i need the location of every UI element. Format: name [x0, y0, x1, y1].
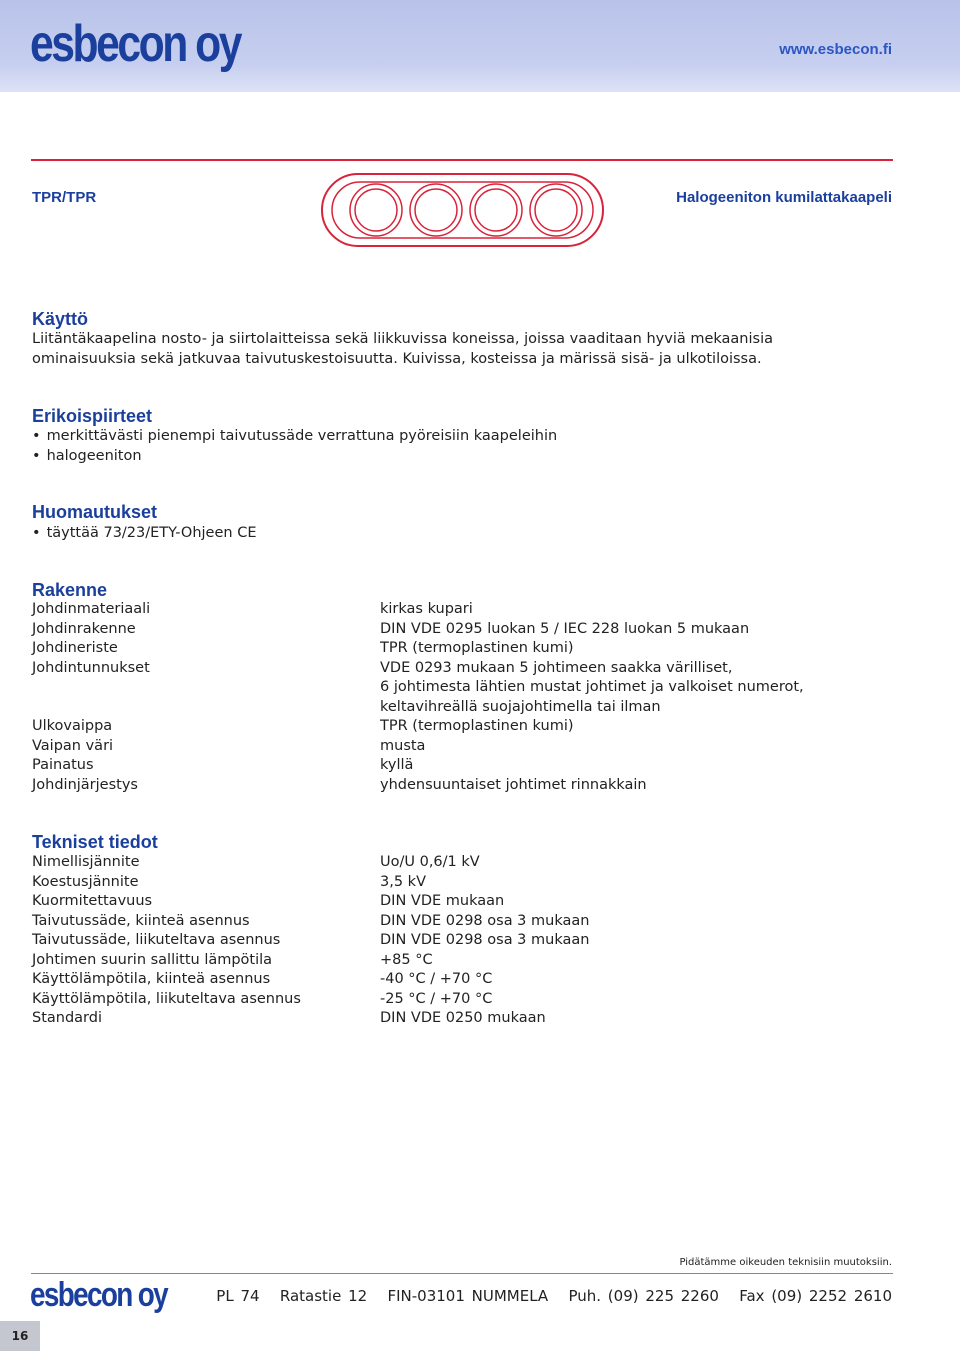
- row-value: DIN VDE 0250 mukaan: [380, 1010, 546, 1026]
- row-label: Käyttölämpötila, liikuteltava asennus: [32, 990, 301, 1007]
- table-row: [32, 1009, 589, 1029]
- page-number: 16: [0, 1321, 40, 1351]
- row-value: kirkas kupari: [380, 601, 473, 617]
- table-row: [32, 639, 804, 659]
- table-row: [32, 990, 589, 1010]
- row-label: Standardi: [32, 1010, 102, 1026]
- row-label: Johdintunnukset: [32, 659, 150, 676]
- rakenne-table: [32, 600, 804, 795]
- row-label: [32, 678, 380, 698]
- row-label: Painatus: [32, 757, 94, 773]
- section-title-kaytto: Käyttö: [32, 309, 89, 329]
- row-label: Johdinmateriaali: [32, 601, 151, 617]
- row-value: VDE 0293 mukaan 5 johtimeen saakka värilliset,: [380, 659, 733, 676]
- row-label: Kuormitettavuus: [32, 893, 153, 909]
- table-row: [32, 873, 589, 893]
- row-value: yhdensuuntaiset johtimet rinnakkain: [380, 776, 647, 793]
- erikoispiirteet-list: [32, 427, 557, 466]
- table-row: [32, 912, 589, 932]
- divider: [31, 159, 893, 161]
- disclaimer-note: Pidätämme oikeuden teknisiin muutoksiin.: [679, 1257, 892, 1268]
- row-label: Johtimen suurin sallittu lämpötila: [32, 951, 273, 968]
- section-title-erikoispiirteet: Erikoispiirteet: [32, 406, 153, 426]
- divider: [31, 1273, 893, 1274]
- table-row: [32, 659, 804, 679]
- table-row: [32, 600, 804, 620]
- row-value: musta: [380, 737, 426, 754]
- row-value: 3,5 kV: [380, 873, 426, 890]
- row-value: -25 °C / +70 °C: [380, 990, 493, 1007]
- row-label: Ulkovaippa: [32, 718, 113, 734]
- section-title-huomautukset: Huomautukset: [32, 502, 158, 522]
- row-label: Taivutussäde, liikuteltava asennus: [32, 932, 281, 948]
- cable-cross-section-illustration: [320, 170, 605, 250]
- table-row: [32, 951, 589, 971]
- row-value: TPR (termoplastinen kumi): [380, 718, 574, 734]
- row-label: Koestusjännite: [32, 873, 139, 890]
- huomautukset-list: [32, 524, 257, 544]
- row-value: keltavihreällä suojajohtimella tai ilman: [380, 698, 661, 715]
- table-row: [32, 620, 804, 640]
- tekniset-table: [32, 853, 589, 1029]
- product-code: TPR/TPR: [32, 189, 97, 206]
- row-value: -40 °C / +70 °C: [380, 971, 493, 987]
- table-row: [32, 698, 804, 718]
- section-title-rakenne: Rakenne: [32, 580, 108, 600]
- footer-address: PL 74 Ratastie 12 FIN-03101 NUMMELA Puh. (09) 225 2260 Fax (09) 2252 2610: [216, 1287, 892, 1305]
- row-label: [32, 698, 380, 718]
- list-item: • halogeeniton: [32, 447, 557, 467]
- kaytto-text: Liitäntäkaapelina nosto- ja siirtolaitteissa sekä liikkuvissa koneissa, joissa vaaditaan hyviä mekaanisia ominaisuuksia sekä jatkuvaa taivutuskestoisuutta. Kuivissa, kosteissa ja märissä sisä- ja ulkotiloissa.: [32, 331, 773, 367]
- row-label: Johdineriste: [32, 640, 118, 656]
- row-value: TPR (termoplastinen kumi): [380, 640, 574, 656]
- row-value: DIN VDE 0298 osa 3 mukaan: [380, 932, 590, 948]
- table-row: [32, 756, 804, 776]
- row-value: DIN VDE 0298 osa 3 mukaan: [380, 912, 590, 929]
- row-label: Käyttölämpötila, kiinteä asennus: [32, 971, 271, 987]
- list-item: • merkittävästi pienempi taivutussäde verrattuna pyöreisiin kaapeleihin: [32, 427, 557, 447]
- row-value: +85 °C: [380, 951, 433, 968]
- list-item: • täyttää 73/23/ETY-Ohjeen CE: [32, 524, 257, 544]
- row-value: 6 johtimesta lähtien mustat johtimet ja valkoiset numerot,: [380, 679, 804, 695]
- table-row: [32, 970, 589, 990]
- row-label: Johdinjärjestys: [32, 776, 138, 793]
- row-label: Nimellisjännite: [32, 854, 140, 870]
- row-value: kyllä: [380, 757, 414, 773]
- footer-logo: esbecon oy: [30, 1276, 168, 1314]
- row-label: Johdinrakenne: [32, 620, 136, 637]
- product-name: Halogeeniton kumilattakaapeli: [676, 189, 892, 206]
- row-value: Uo/U 0,6/1 kV: [380, 854, 480, 870]
- row-label: Taivutussäde, kiinteä asennus: [32, 912, 250, 929]
- table-row: [32, 776, 804, 796]
- website-link[interactable]: www.esbecon.fi: [779, 41, 892, 58]
- company-logo: esbecon oy: [30, 15, 241, 73]
- table-row: [32, 717, 804, 737]
- table-row: [32, 678, 804, 698]
- row-value: DIN VDE mukaan: [380, 893, 505, 909]
- row-value: DIN VDE 0295 luokan 5 / IEC 228 luokan 5 mukaan: [380, 620, 750, 637]
- section-title-tekniset: Tekniset tiedot: [32, 832, 158, 852]
- table-row: [32, 931, 589, 951]
- table-row: [32, 892, 589, 912]
- table-row: [32, 737, 804, 757]
- row-label: Vaipan väri: [32, 737, 114, 754]
- table-row: [32, 853, 589, 873]
